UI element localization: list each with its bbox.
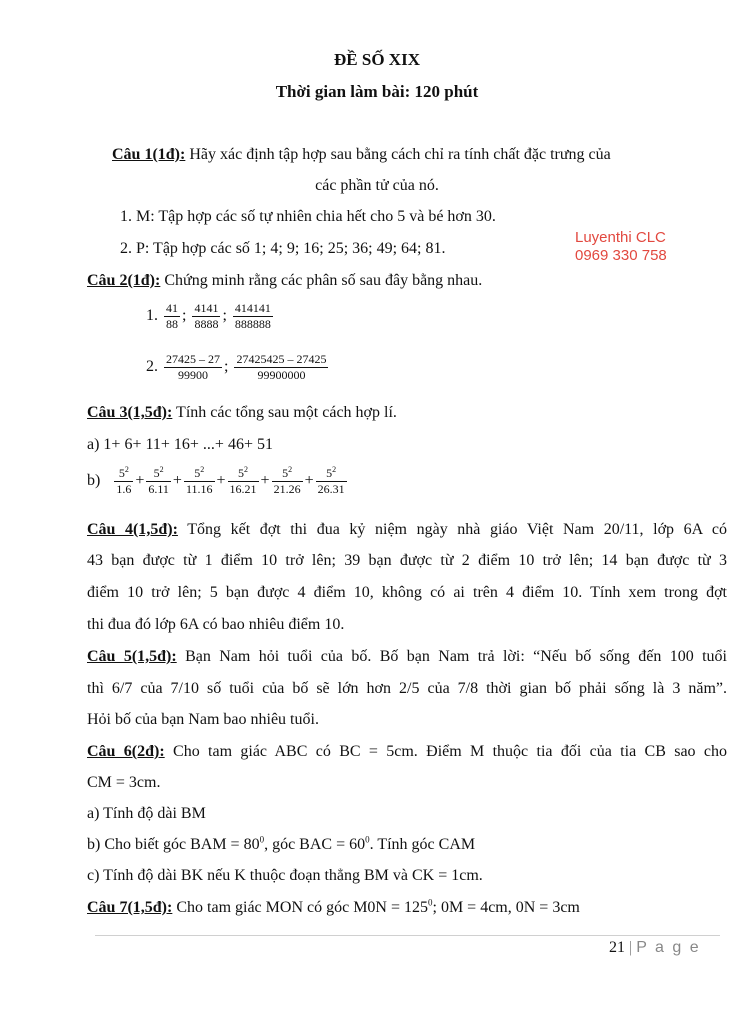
question-2-item-2: 2. $\frac{27425 - 27}{99900}$ ; $\frac{27425425 - 27425}{99900000}$ [146,352,327,382]
question-1-text: Hãy xác định tập hợp sau bằng cách chỉ ra tính chất đặc trưng của [185,146,611,163]
question-4-line-1: Câu 4(1,5đ): Tổng kết đợt thi đua kỷ niệm ngày nhà giáo Việt Nam 20/11, lớp 6A có [87,521,727,538]
fraction-denominator: 1.6 [116,482,132,496]
fraction-numerator: $5^2$ [272,466,303,482]
fraction-denominator: 16.21 [229,482,257,496]
question-3-part-a: a) 1+ 6+ 11+ 16+ ...+ 46+ 51 [87,436,273,453]
fraction: $\frac{4141}{8888}$ [194,301,219,331]
plus-sign: + [135,472,145,490]
fraction-numerator: $5^2$ [316,466,347,482]
fraction-denominator: 26.31 [317,482,345,496]
question-6-part-c: c) Tính độ dài BK nếu K thuộc đoạn thẳng BM và CK = 1cm. [87,867,483,884]
footer-divider [95,935,720,936]
sum-of-fractions [112,465,348,496]
watermark-line-1: Luyenthi CLC [575,229,666,246]
question-6-part-a: a) Tính độ dài BM [87,805,206,822]
question-1-line-2: các phần tử của nó. [315,177,439,194]
question-1-line-1 [112,146,611,164]
question-1-item-2: 2. P: Tập hợp các số 1; 4; 9; 16; 25; 36; 49; 64; 81. [120,240,446,257]
question-4-line-3: điểm 10 trở lên; 5 bạn được 4 điểm 10, không có ai trên 4 điểm 10. Tính xem trong đợt [87,584,727,601]
fraction-numerator: $5^2$ [146,466,171,482]
fraction-numerator: $5^2$ [114,466,133,482]
question-1-item-1: 1. M: Tập hợp các số tự nhiên chia hết cho 5 và bé hơn 30. [120,208,496,225]
fraction [228,466,259,497]
question-2-label: Câu 2(1đ): [87,272,161,289]
question-4-line-2: 43 bạn được từ 1 điểm 10 trở lên; 39 bạn được từ 2 điểm 10 trở lên; 14 bạn được từ 3 [87,552,727,569]
question-5-line-3: Hỏi bố của bạn Nam bao nhiêu tuổi. [87,711,319,728]
fraction-numerator: $5^2$ [184,466,215,482]
question-5-line-1: Câu 5(1,5đ): Bạn Nam hỏi tuổi của bố. Bố bạn Nam trả lời: “Nếu bố sống đến 100 tuổi [87,648,728,665]
fraction: $\frac{27425 - 27}{99900}$ [166,352,220,382]
question-5-line-2: thì 6/7 của 7/10 số tuổi của bố sẽ lớn hơn 2/5 của 7/8 thời gian bố phải sống là 3 năm”. [87,680,727,697]
item-number: 1. [146,307,158,325]
item-number: 2. [146,358,158,376]
fraction [272,466,303,497]
fraction-denominator: 21.26 [273,482,301,496]
question-6-part-b: b) Cho biết góc BAM = $80^0$, góc BAC = $60^0$. Tính góc CAM [87,834,476,853]
question-6-line-1: Câu 6(2đ): Cho tam giác ABC có BC = 5cm. Điểm M thuộc tia đối của tia CB sao cho [87,743,727,760]
question-3-line [87,404,397,422]
question-4-label: Câu 4(1,5đ): [87,521,178,538]
fraction [316,466,347,497]
page-footer [609,939,701,957]
part-b-label: b) [87,472,101,490]
fraction: $\frac{27425425 - 27425}{99900000}$ [236,352,327,382]
fraction [184,466,215,497]
question-1-label: Câu 1(1đ): [112,146,186,163]
question-2-text: Chứng minh rằng các phân số sau đây bằng nhau. [160,272,483,289]
page-separator: | [625,939,637,956]
fraction-numerator: $5^2$ [228,466,259,482]
question-7-line: Câu 7(1,5đ): Cho tam giác MON có góc $M0N = 125^0$; 0M = 4cm, 0N = 3cm [87,897,580,916]
plus-sign: + [304,472,314,490]
fraction [146,466,171,497]
exam-title: ĐỀ SỐ XIX [334,50,420,69]
question-5-label: Câu 5(1,5đ): [87,648,177,665]
fraction [114,466,133,497]
plus-sign: + [172,472,182,490]
question-6-label: Câu 6(2đ): [87,743,165,760]
question-3-part-b [87,466,349,497]
question-2-line [87,272,482,290]
fraction-denominator: 11.16 [185,482,213,496]
fraction: $\frac{414141}{888888}$ [234,301,271,331]
fraction: $\frac{41}{88}$ [166,301,178,331]
question-4-line-4: thi đua đó lớp 6A có bao nhiêu điểm 10. [87,616,345,633]
fraction-denominator: 6.11 [148,482,169,496]
question-3-text: Tính các tổng sau một cách hợp lí. [172,404,397,421]
plus-sign: + [216,472,226,490]
plus-sign: + [260,472,270,490]
question-2-item-1: 1. $\frac{41}{88}$ ; $\frac{4141}{8888}$ ; $\frac{414141}{888888}$ [146,301,271,331]
question-6-line-2: CM = 3cm. [87,774,161,791]
page-label: P a g e [636,939,701,956]
watermark [575,229,667,265]
watermark-line-2: 0969 330 758 [575,247,667,264]
exam-duration: Thời gian làm bài: 120 phút [275,82,479,101]
question-3-label: Câu 3(1,5đ): [87,404,173,421]
question-7-label: Câu 7(1,5đ): [87,899,173,916]
page-number: 21 [609,939,625,956]
